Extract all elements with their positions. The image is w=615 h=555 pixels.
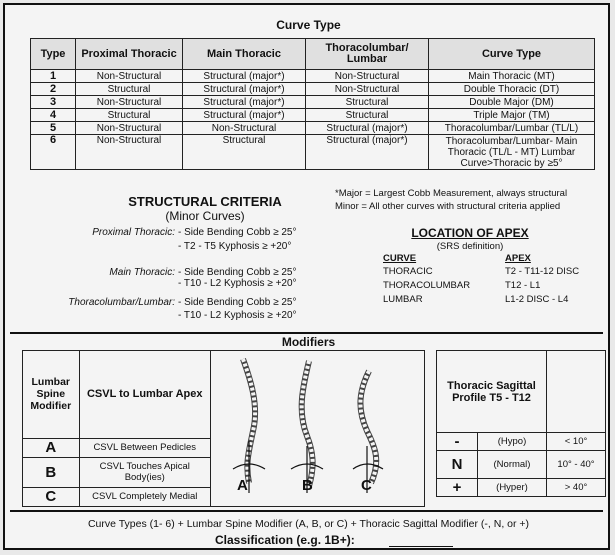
criteria-line: - T10 - L2 Kyphosis ≥ +20°: [178, 278, 297, 289]
table-row: [31, 122, 595, 135]
criteria-label: Thoracolumbar/Lumbar:: [68, 297, 175, 308]
header-type: Type: [31, 39, 76, 70]
cell: 1: [31, 70, 76, 83]
cell: Non-Structural: [76, 122, 183, 135]
table-row: [31, 83, 595, 96]
apex-subtitle: (SRS definition): [436, 241, 504, 252]
cell: 6: [31, 135, 76, 170]
sagittal-symbol: -: [437, 433, 478, 451]
cell: Structural (major*): [183, 109, 306, 122]
cell: Structural (major*): [306, 122, 429, 135]
cell: 3: [31, 96, 76, 109]
sagittal-label: (Normal): [478, 451, 547, 479]
apex-curve: LUMBAR: [383, 294, 423, 305]
cell: Structural (major*): [183, 96, 306, 109]
apex-value: T12 - L1: [505, 280, 541, 291]
structural-criteria-subtitle: (Minor Curves): [165, 209, 245, 223]
curve-type-table: [30, 38, 595, 170]
cell: Non-Structural: [306, 83, 429, 96]
formula-text: Curve Types (1- 6) + Lumbar Spine Modifier (A, B, or C) + Thoracic Sagittal Modifier (-, N, or +): [87, 518, 530, 530]
modifier-desc: CSVL Between Pedicles: [79, 438, 210, 457]
header-curve-type: Curve Type: [429, 39, 595, 70]
cell: Non-Structural: [76, 135, 183, 170]
cell: Main Thoracic (MT): [429, 70, 595, 83]
modifier-desc: CSVL Completely Medial: [79, 487, 210, 506]
modifier-letter: A: [23, 438, 80, 457]
apex-title: LOCATION OF APEX: [411, 226, 529, 240]
spine-label-c: C: [361, 477, 372, 494]
cell: Non-Structural: [306, 70, 429, 83]
lumbar-modifier-table: [22, 350, 425, 507]
sagittal-profile-table: [436, 350, 606, 497]
lumbar-header: Lumbar Spine Modifier: [23, 351, 80, 439]
minor-note: Minor = All other curves with structural criteria applied: [335, 201, 561, 212]
sagittal-header: Thoracic Sagittal Profile T5 - T12: [437, 351, 547, 433]
table-row: [437, 433, 606, 451]
criteria-line: - T10 - L2 Kyphosis ≥ +20°: [178, 310, 297, 321]
criteria-label: Proximal Thoracic:: [92, 227, 175, 238]
apex-curve: THORACIC: [383, 266, 433, 277]
divider: [10, 332, 603, 334]
sagittal-label: (Hyper): [478, 479, 547, 497]
divider: [10, 510, 603, 512]
cell: Structural: [306, 96, 429, 109]
header-thoracolumbar: Thoracolumbar/ Lumbar: [306, 39, 429, 70]
criteria-line: - T2 - T5 Kyphosis ≥ +20°: [178, 241, 292, 252]
sagittal-label: (Hypo): [478, 433, 547, 451]
cell: Triple Major (TM): [429, 109, 595, 122]
classification-label: Classification (e.g. 1B+):: [215, 533, 355, 547]
sagittal-symbol: N: [437, 451, 478, 479]
criteria-line: - Side Bending Cobb ≥ 25°: [178, 297, 297, 308]
sagittal-blank: [547, 351, 606, 433]
modifier-letter: B: [23, 457, 80, 487]
cell: Structural: [183, 135, 306, 170]
cell: 4: [31, 109, 76, 122]
table-row: [31, 109, 595, 122]
sagittal-symbol: +: [437, 479, 478, 497]
sagittal-range: < 10°: [547, 433, 606, 451]
table-row: [31, 96, 595, 109]
cell: Double Major (DM): [429, 96, 595, 109]
sagittal-range: > 40°: [547, 479, 606, 497]
spine-illustrations: [211, 351, 425, 507]
apex-col-curve: CURVE: [383, 253, 417, 264]
cell: Non-Structural: [76, 96, 183, 109]
table-row: [437, 479, 606, 497]
criteria-line: - Side Bending Cobb ≥ 25°: [178, 227, 297, 238]
cell: Thoracolumbar/Lumbar (TL/L): [429, 122, 595, 135]
apex-col-apex: APEX: [505, 253, 531, 264]
modifier-letter: C: [23, 487, 80, 506]
structural-criteria-title: STRUCTURAL CRITERIA: [128, 194, 282, 209]
apex-curve: THORACOLUMBAR: [383, 280, 471, 291]
apex-value: T2 - T11-12 DISC: [505, 266, 580, 277]
table-row: [31, 70, 595, 83]
table-row: [31, 135, 595, 170]
cell: Structural: [76, 109, 183, 122]
header-proximal-thoracic: Proximal Thoracic: [76, 39, 183, 70]
spine-label-b: B: [302, 477, 313, 494]
classification-blank[interactable]: [389, 546, 453, 547]
apex-value: L1-2 DISC - L4: [505, 294, 569, 305]
spine-label-a: A: [237, 477, 248, 494]
cell: 5: [31, 122, 76, 135]
cell: Structural: [306, 109, 429, 122]
major-note: *Major = Largest Cobb Measurement, always structural: [335, 188, 568, 199]
header-main-thoracic: Main Thoracic: [183, 39, 306, 70]
classification-sheet: [3, 3, 610, 550]
cell: Non-Structural: [76, 70, 183, 83]
cell: Thoracolumbar/Lumbar- Main Thoracic (TL/L - MT) Lumbar Curve>Thoracic by ≥5°: [429, 135, 595, 170]
cell: Structural (major*): [183, 70, 306, 83]
curve-type-title: Curve Type: [276, 18, 341, 32]
csvl-header: CSVL to Lumbar Apex: [79, 351, 210, 439]
cell: 2: [31, 83, 76, 96]
sagittal-range: 10° - 40°: [547, 451, 606, 479]
modifiers-title: Modifiers: [281, 335, 336, 349]
table-row: [437, 451, 606, 479]
criteria-line: - Side Bending Cobb ≥ 25°: [178, 267, 297, 278]
cell: Non-Structural: [183, 122, 306, 135]
cell: Double Thoracic (DT): [429, 83, 595, 96]
cell: Structural (major*): [183, 83, 306, 96]
criteria-label: Main Thoracic:: [109, 267, 175, 278]
cell: Structural (major*): [306, 135, 429, 170]
modifier-desc: CSVL Touches Apical Body(ies): [79, 457, 210, 487]
cell: Structural: [76, 83, 183, 96]
